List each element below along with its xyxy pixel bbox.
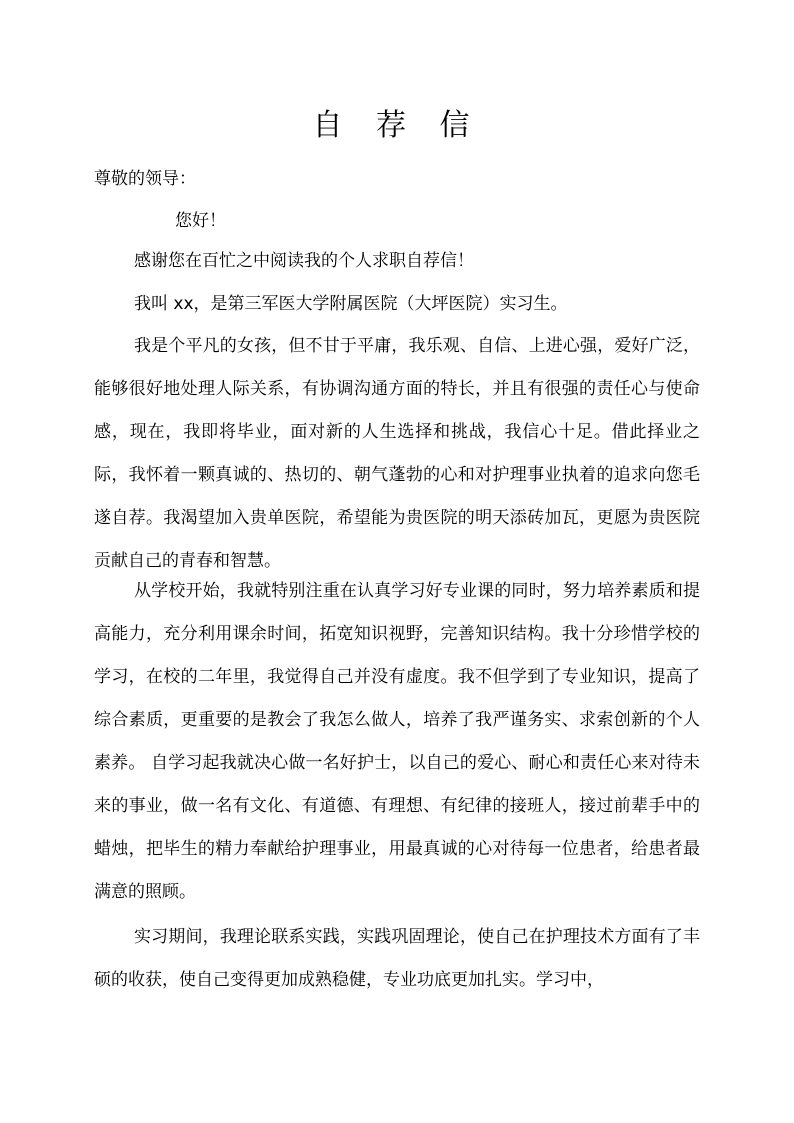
greeting: 您好！ bbox=[175, 211, 226, 231]
paragraph-personality: 我是个平凡的女孩，但不甘于平庸，我乐观、自信、上进心强，爱好广泛，能够很好地处理人际关系，有协调沟通方面的特长，并且有很强的责任心与使命感，现在，我即将毕业，面对新的人生选择和挑战，我信心十足。借此择业之际，我怀着一颗真诚的、热切的、朝气蓬勃的心和对护理事业执着的追求向您毛遂自荐。我渴望加入贵单医院，希望能为贵医院的明天添砖加瓦，更愿为贵医院贡献自己的青春和智慧。 bbox=[94, 336, 700, 571]
document-title: 自 荐 信 bbox=[312, 108, 482, 143]
paragraph-introduction: 我叫 xx，是第三军医大学附属医院（大坪医院）实习生。 bbox=[134, 294, 568, 314]
paragraph-thanks: 感谢您在百忙之中阅读我的个人求职自荐信！ bbox=[134, 251, 474, 271]
paragraph-education: 从学校开始，我就特别注重在认真学习好专业课的同时，努力培养素质和提高能力，充分利用课余时间，拓宽知识视野，完善知识结构。我十分珍惜学校的学习，在校的二年里，我觉得自己并没有虚度。我不但学到了专业知识，提高了综合素质，更重要的是教会了我怎么做人，培养了我严谨务实、求索创新的个人素养。 自学习起我就决心做一名好护士，以自己的爱心、耐心和责任心来对待未来的事业，做一名有文化、有道德、有理想、有纪律的接班人，接过前辈手中的蜡烛，把毕生的精力奉献给护理事业，用最真诚的心对待每一位患者，给患者最满意的照顾。 bbox=[94, 581, 700, 902]
paragraph-internship: 实习期间，我理论联系实践，实践巩固理论，使自己在护理技术方面有了丰硕的收获，使自己变得更加成熟稳健，专业功底更加扎实。学习中， bbox=[94, 927, 700, 990]
salutation: 尊敬的领导： bbox=[94, 169, 196, 189]
